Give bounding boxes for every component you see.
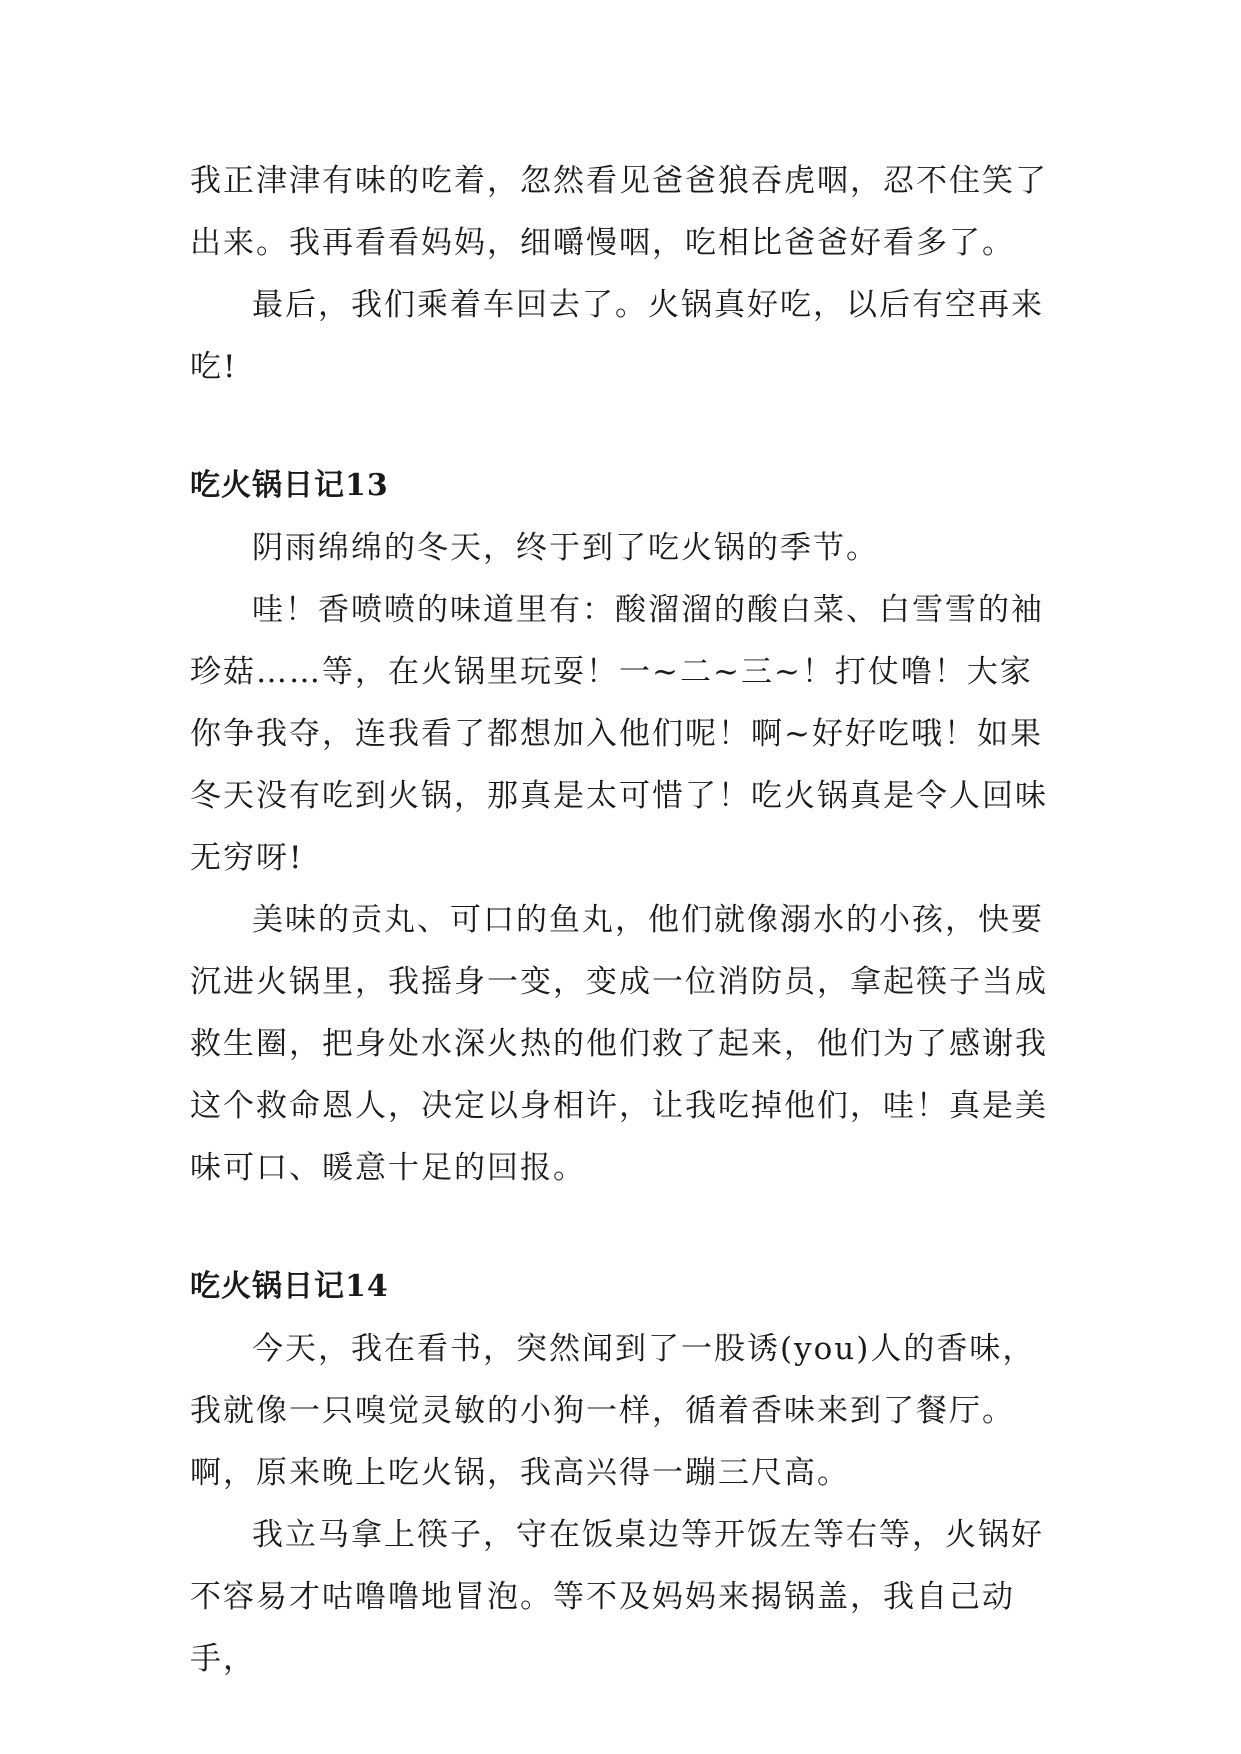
- paragraph: 阴雨绵绵的冬天，终于到了吃火锅的季节。: [252, 530, 879, 566]
- paragraph: 我立马拿上筷子，守在饭桌边等开饭左等右等，火锅好不容易才咕噜噜地冒泡。等不及妈妈来揭锅盖，我自己动手，: [190, 1517, 1044, 1677]
- section-title: 吃火锅日记14: [190, 1269, 389, 1304]
- intro-section: [190, 150, 1060, 398]
- paragraph: 今天，我在看书，突然闻到了一股诱(you)人的香味，我就像一只嗅觉灵敏的小狗一样，循着香味来到了餐厅。啊，原来晚上吃火锅，我高兴得一蹦三尺高。: [190, 1331, 1036, 1491]
- paragraph: 美味的贡丸、可口的鱼丸，他们就像溺水的小孩，快要沉进火锅里，我摇身一变，变成一位消防员，拿起筷子当成救生圈，把身处水深火热的他们救了起来，他们为了感谢我这个救命恩人，决定以身相许，让我吃掉他们，哇！真是美味可口、暖意十足的回报。: [190, 902, 1048, 1186]
- diary-section-13: [190, 455, 1060, 1199]
- paragraph: 我正津津有味的吃着，忽然看见爸爸狼吞虎咽，忍不住笑了出来。我再看看妈妈，细嚼慢咽，吃相比爸爸好看多了。: [190, 163, 1048, 261]
- document-page: [190, 150, 1060, 1690]
- paragraph: 哇！香喷喷的味道里有：酸溜溜的酸白菜、白雪雪的袖珍菇……等，在火锅里玩耍！一~二~三~！打仗噜！大家你争我夺，连我看了都想加入他们呢！啊~好好吃哦！如果冬天没有吃到火锅，那真是太可惜了！吃火锅真是令人回味无穷呀!: [190, 592, 1048, 876]
- paragraph: 最后，我们乘着车回去了。火锅真好吃，以后有空再来吃!: [190, 287, 1044, 385]
- section-title: 吃火锅日记13: [190, 468, 389, 503]
- diary-section-14: [190, 1256, 1060, 1690]
